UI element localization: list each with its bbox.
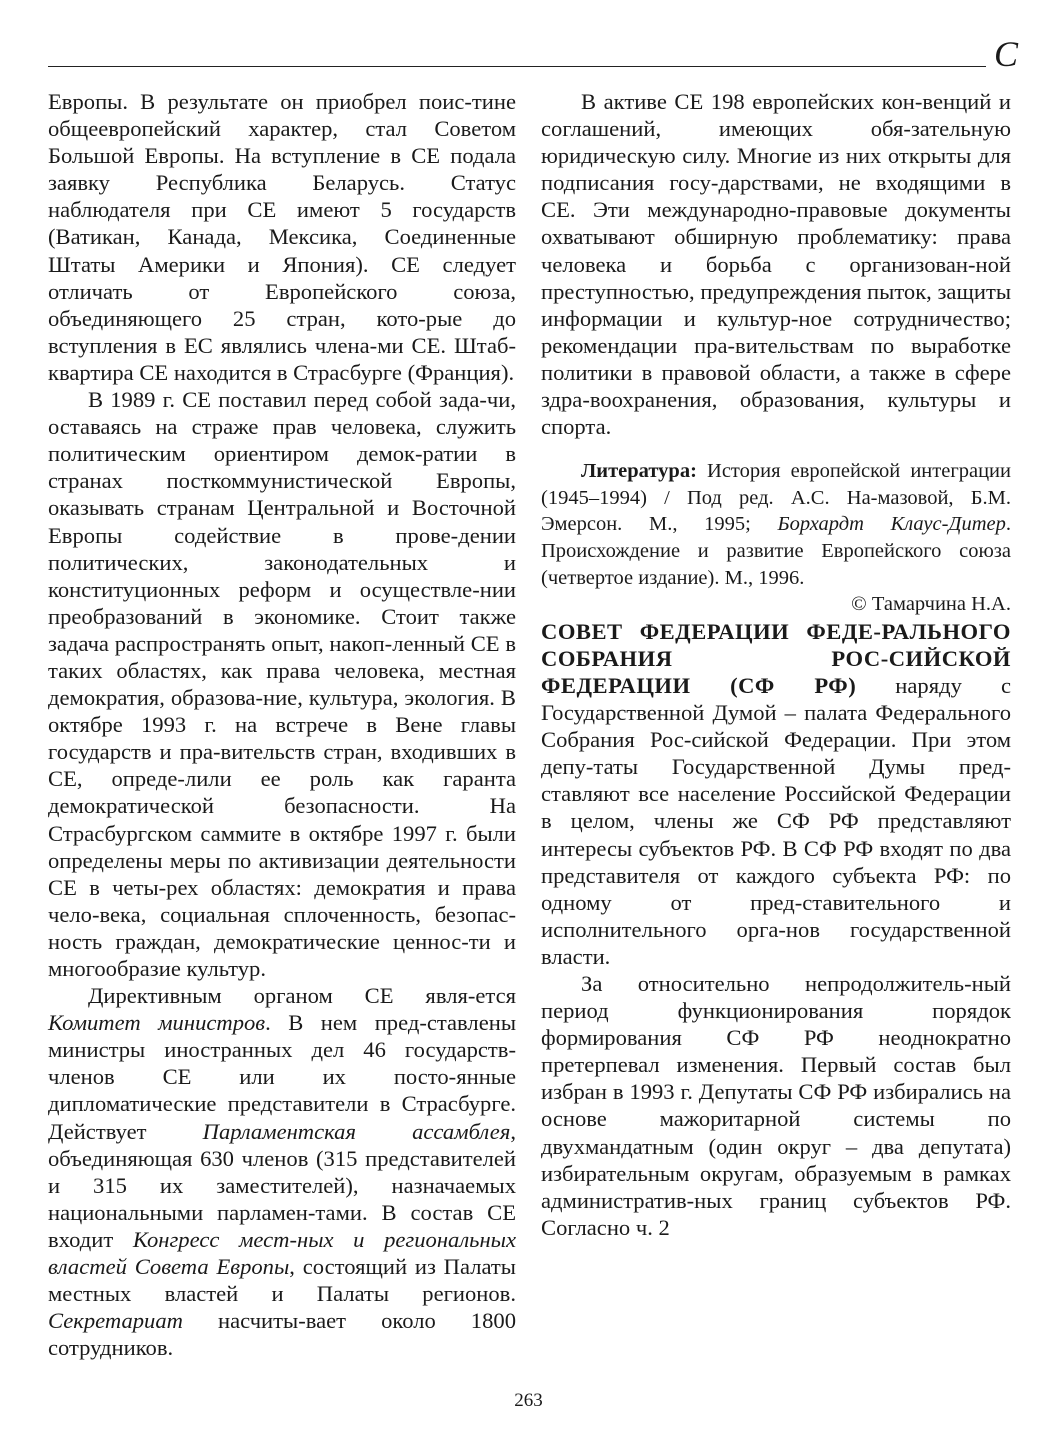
paragraph: В 1989 г. СЕ поставил перед собой зада-чи, оставаясь на страже прав человека, служить политическим ориентиром демок-ратии в странах посткоммунистической Европы, оказывать странам Центральной и Восточной Европы содействие в прове-дении политических, законодательных и конституционных реформ и осуществле-нии преобразований в экономике. Стоит также задача распространять опыт, накоп-ленный СЕ в таких областях, как права человека, местная демократия, образова-ние, культура, экология. В октябре 1993 г. на встрече в Вене главы государств и пра-вительств стран, входивших в СЕ, опреде-лили ее роль как гаранта демократической безопасности. На Страсбургском саммите в октябре 1997 г. были определены меры по активизации деятельности СЕ в четы-рех областях: демократия и права чело-века, социальная сплоченность, безопас-ность граждан, демократические ценнос-ти и многообразие культур. bbox=[48, 387, 516, 981]
paragraph: В активе СЕ 198 европейских кон-венций и соглашений, имеющих обя-зательную юридическую силу. Многие из них открыты для подписания госу-дарствами, не входящими в СЕ. Эти международно-правовые документы охватывают обширную проблематику: права человека и борьба с организован-ной преступностью, предупреждения пыток, защиты информации и культур-ное сотрудничество; рекомендации пра-вительствам по выработке политики в правовой области, а также в сфере здра-воохранения, образования, культуры и спорта. bbox=[541, 89, 1011, 440]
paragraph bbox=[48, 982, 516, 1361]
literature-block bbox=[541, 458, 1011, 591]
text: , состоящий из Палаты местных властей и Палаты регионов. bbox=[48, 1254, 516, 1307]
header-rule bbox=[48, 66, 986, 67]
italic-author: Борхардт Клаус-Дитер bbox=[777, 513, 1006, 536]
page-number: 263 bbox=[514, 1390, 543, 1411]
left-column bbox=[48, 88, 516, 1361]
italic-term: Конгресс мест-ных и региональных властей Совета Европы bbox=[48, 1226, 516, 1280]
section-letter: С bbox=[994, 34, 1019, 74]
entry-paragraph bbox=[541, 618, 1011, 970]
text: История европейской интеграции (1945–1994) / Под ред. А.С. На-мазовой, Б.М. Эмерсон. М., 1995; bbox=[541, 460, 1011, 536]
italic-term: Парламентская ассамблея bbox=[202, 1118, 511, 1144]
text: . В нем пред-ставлены министры иностранных дел 46 государств-членов СЕ или их посто-янные дипломатические представители в Страсбурге. Действует bbox=[48, 1010, 517, 1144]
text: насчиты-вает около 1800 сотрудников. bbox=[48, 1308, 516, 1361]
right-column bbox=[541, 88, 1011, 1241]
text: наряду с Государственной Думой – палата Федерального Собрания Рос-сийской Федерации. При этом депу-таты Государственной Думы пред-ставляют все население Российской Федерации в целом, члены же СФ РФ представляют интересы субъектов РФ. В СФ РФ входят по два представителя от каждого субъекта РФ: по одному от пред-ставительного и исполнительного орга-нов государственной власти. bbox=[541, 672, 1011, 969]
paragraph: За относительно непродолжитель-ный период функционирования порядок формирования СФ РФ неоднократно претерпевал изменения. Первый состав был избран в 1993 г. Депутаты СФ РФ избирались на основе мажоритарной системы по двухмандатным (один округ – два депутата) избирательным округам, образуемым в рамках административ-ных границ субъектов РФ. Согласно ч. 2 bbox=[541, 971, 1011, 1240]
italic-term: Секретариат bbox=[48, 1308, 183, 1334]
author-credit: © Тамарчина Н.А. bbox=[851, 593, 1011, 616]
text: . Происхождение и развитие Европейского союза (четвертое издание). М., 1996. bbox=[541, 513, 1011, 589]
text: , объединяющая 630 членов (315 представителей и 315 их заместителей), назначаемых национальными парламен-тами. В состав СЕ входит bbox=[48, 1118, 516, 1252]
text: Директивным органом СЕ явля-ется bbox=[88, 983, 516, 1009]
entry-title: СОВЕТ ФЕДЕРАЦИИ ФЕДЕ-РАЛЬНОГО СОБРАНИЯ РОС-СИЙСКОЙ ФЕДЕРАЦИИ (СФ РФ) bbox=[541, 618, 1011, 698]
italic-term: Комитет министров bbox=[48, 1010, 266, 1036]
literature-label: Литература: bbox=[581, 460, 697, 483]
paragraph: Европы. В результате он приобрел поис-тине общеевропейский характер, стал Советом Большой Европы. На вступление в СЕ подала заявку Республика Беларусь. Статус наблюдателя при СЕ имеют 5 государств (Ватикан, Канада, Мексика, Соединенные Штаты Америки и Япония). СЕ следует отличать от Европейского союза, объединяющего 25 стран, кото-рые до вступления в ЕС являлись члена-ми СЕ. Штаб-квартира СЕ находится в Страсбурге (Франция). bbox=[48, 89, 516, 385]
